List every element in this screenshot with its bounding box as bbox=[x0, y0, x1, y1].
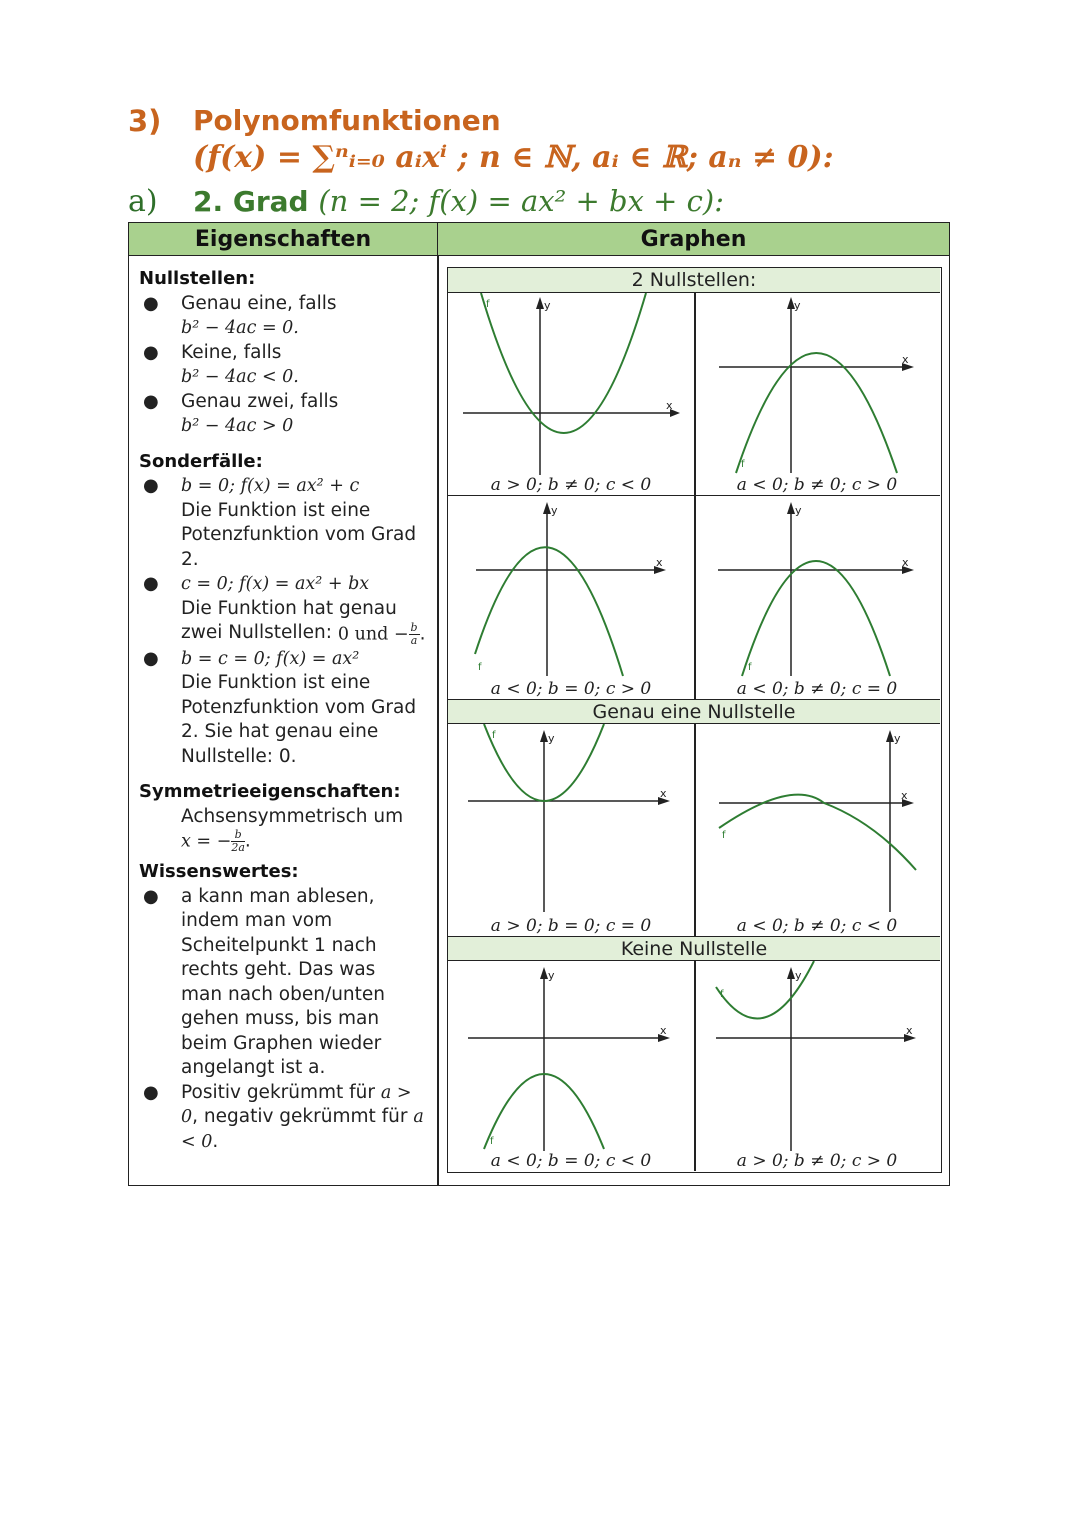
fraction bbox=[409, 622, 420, 647]
symmetrie-formula bbox=[139, 829, 434, 854]
item-math: b² − 4ac = 0. bbox=[181, 318, 299, 338]
item-text: Genau eine, falls bbox=[181, 292, 337, 314]
band-keine-nullstelle: Keine Nullstelle bbox=[448, 936, 940, 961]
svg-text:x: x bbox=[906, 1024, 913, 1037]
bullet-icon: ● bbox=[143, 885, 159, 907]
fraction-numerator: b bbox=[231, 829, 245, 842]
grid-divider bbox=[694, 961, 696, 1171]
list-item bbox=[139, 474, 434, 572]
svg-text:y: y bbox=[548, 969, 555, 982]
graph-cell bbox=[694, 961, 940, 1171]
parabola-graph bbox=[694, 293, 940, 495]
graph-caption: a > 0; b = 0; c = 0 bbox=[490, 916, 652, 936]
item-math: b² − 4ac < 0. bbox=[181, 367, 299, 387]
fraction-numerator: b bbox=[410, 620, 418, 634]
graph-caption: a < 0; b ≠ 0; c < 0 bbox=[736, 916, 898, 936]
suffix: . bbox=[212, 1130, 219, 1152]
graph-cell bbox=[694, 495, 940, 699]
bullet-icon: ● bbox=[143, 390, 159, 412]
graph-cell bbox=[694, 293, 940, 495]
bullet-icon: ● bbox=[143, 1081, 159, 1103]
graphs-grid bbox=[447, 267, 942, 1173]
math-a: a > 0 bbox=[181, 1082, 412, 1127]
sonderfaelle-title: Sonderfälle: bbox=[139, 450, 263, 472]
svg-text:f: f bbox=[748, 662, 752, 673]
graph-caption: a < 0; b = 0; c < 0 bbox=[490, 1151, 652, 1171]
wissenswertes-title: Wissenswertes: bbox=[139, 861, 299, 882]
item-text: Die Funktion hat genau zwei Nullstellen: bbox=[181, 597, 397, 643]
bullet-icon: ● bbox=[143, 475, 159, 496]
graph-cell bbox=[448, 293, 694, 495]
polynomial-definition: (f(x) = ∑ⁿᵢ₌₀ aᵢxⁱ ; n ∈ ℕ, aᵢ ∈ ℝ; aₙ ≠ 0): bbox=[193, 140, 834, 175]
parabola-graph bbox=[694, 724, 940, 936]
graph-cell bbox=[448, 495, 694, 699]
symmetrie-title: Symmetrieeigenschaften: bbox=[139, 781, 401, 802]
nullstellen-title: Nullstellen: bbox=[139, 268, 256, 289]
item-text-end bbox=[181, 622, 434, 647]
band-genau-eine-nullstelle: Genau eine Nullstelle bbox=[448, 699, 940, 724]
item-text: Die Funktion ist eine Potenzfunktion vom Grad 2. Sie hat genau eine Nullstelle: 0. bbox=[181, 672, 417, 767]
item-math: b = c = 0; f(x) = ax² bbox=[181, 648, 360, 669]
graph-cell bbox=[694, 724, 940, 936]
math-b: a < 0 bbox=[181, 1107, 424, 1152]
grid-divider bbox=[694, 293, 696, 699]
svg-text:x: x bbox=[666, 399, 673, 412]
item-text: a kann man ablesen, indem man vom Scheitelpunkt 1 nach rechts geht. Das was man nach oben/unten gehen muss, bis man beim Graphen wieder angelangt ist a. bbox=[181, 885, 386, 1078]
svg-text:y: y bbox=[551, 504, 558, 517]
svg-text:f: f bbox=[492, 730, 496, 741]
item-text: Genau zwei, falls bbox=[181, 390, 339, 412]
suffix: . bbox=[244, 830, 251, 852]
subsection-title bbox=[193, 184, 724, 218]
graph-caption: a < 0; b ≠ 0; c = 0 bbox=[736, 679, 898, 699]
svg-text:x: x bbox=[902, 556, 909, 569]
list-item bbox=[139, 390, 434, 439]
text-b: , negativ gekrümmt für bbox=[192, 1106, 408, 1127]
item-text: Keine, falls bbox=[181, 341, 282, 363]
section-title: Polynomfunktionen bbox=[193, 104, 501, 137]
column-divider bbox=[437, 256, 439, 1185]
svg-text:f: f bbox=[490, 1136, 494, 1147]
graph-cell bbox=[448, 961, 694, 1171]
symmetrie-math: x = − bbox=[181, 831, 232, 852]
list-item bbox=[139, 292, 434, 341]
section-number: 3) bbox=[128, 104, 162, 138]
properties-column bbox=[139, 267, 434, 1154]
bullet-icon: ● bbox=[143, 573, 159, 594]
subsection-formula: (n = 2; f(x) = ax² + bx + c): bbox=[318, 184, 724, 218]
parabola-graph bbox=[448, 496, 694, 700]
item-math: c = 0; f(x) = ax² + bx bbox=[181, 574, 370, 594]
properties-table bbox=[128, 222, 950, 1186]
bullet-icon: ● bbox=[143, 292, 159, 314]
graph-cell bbox=[448, 724, 694, 936]
grid-divider bbox=[694, 724, 696, 936]
svg-text:y: y bbox=[795, 969, 802, 982]
text-a: Positiv gekrümmt für bbox=[181, 1081, 376, 1103]
list-item bbox=[139, 572, 434, 647]
svg-text:x: x bbox=[660, 1024, 667, 1037]
fraction-denominator: 2a bbox=[231, 841, 245, 854]
graph-caption: a < 0; b = 0; c > 0 bbox=[490, 679, 652, 699]
parabola-graph bbox=[694, 496, 940, 700]
bullet-icon: ● bbox=[143, 341, 159, 363]
item-math: b = 0; f(x) = ax² + c bbox=[181, 476, 360, 496]
symmetrie-text: Achsensymmetrisch um bbox=[181, 805, 404, 827]
graph-caption: a > 0; b ≠ 0; c < 0 bbox=[490, 475, 652, 495]
parabola-graph bbox=[448, 293, 694, 495]
graph-caption: a > 0; b ≠ 0; c > 0 bbox=[736, 1151, 898, 1171]
svg-text:f: f bbox=[741, 459, 745, 470]
svg-text:y: y bbox=[548, 732, 555, 745]
parabola-graph bbox=[694, 961, 940, 1171]
svg-text:x: x bbox=[902, 353, 909, 366]
list-item bbox=[139, 647, 434, 770]
svg-text:y: y bbox=[795, 504, 802, 517]
list-item bbox=[139, 885, 434, 1081]
svg-text:y: y bbox=[894, 732, 901, 745]
bullet-icon: ● bbox=[143, 647, 159, 669]
list-item bbox=[139, 341, 434, 390]
item-text: Die Funktion ist eine Potenzfunktion vom Grad 2. bbox=[181, 499, 417, 570]
subsection-title-text: 2. Grad bbox=[193, 185, 309, 218]
svg-text:y: y bbox=[544, 299, 551, 312]
svg-text:f: f bbox=[478, 662, 482, 673]
svg-text:y: y bbox=[794, 299, 801, 312]
svg-text:x: x bbox=[901, 789, 908, 802]
graph-caption: a < 0; b ≠ 0; c > 0 bbox=[736, 475, 898, 495]
fraction bbox=[231, 829, 245, 854]
subsection-label: a) bbox=[128, 184, 158, 219]
item-math: b² − 4ac > 0 bbox=[181, 416, 294, 436]
header-graphen: Graphen bbox=[438, 223, 949, 256]
svg-text:f: f bbox=[486, 299, 490, 310]
band-2-nullstellen: 2 Nullstellen: bbox=[448, 268, 940, 293]
header-eigenschaften: Eigenschaften bbox=[129, 223, 438, 256]
svg-text:f: f bbox=[722, 830, 726, 841]
parabola-graph bbox=[448, 961, 694, 1171]
svg-text:x: x bbox=[660, 787, 667, 800]
nullstellen-values: 0 und − bbox=[337, 624, 409, 644]
item-text bbox=[181, 1081, 426, 1155]
svg-text:f: f bbox=[720, 989, 724, 1000]
fraction-denominator: a bbox=[410, 633, 418, 647]
svg-text:x: x bbox=[656, 556, 663, 569]
list-item bbox=[139, 1081, 434, 1155]
parabola-graph bbox=[448, 724, 694, 936]
suffix: . bbox=[419, 623, 426, 644]
